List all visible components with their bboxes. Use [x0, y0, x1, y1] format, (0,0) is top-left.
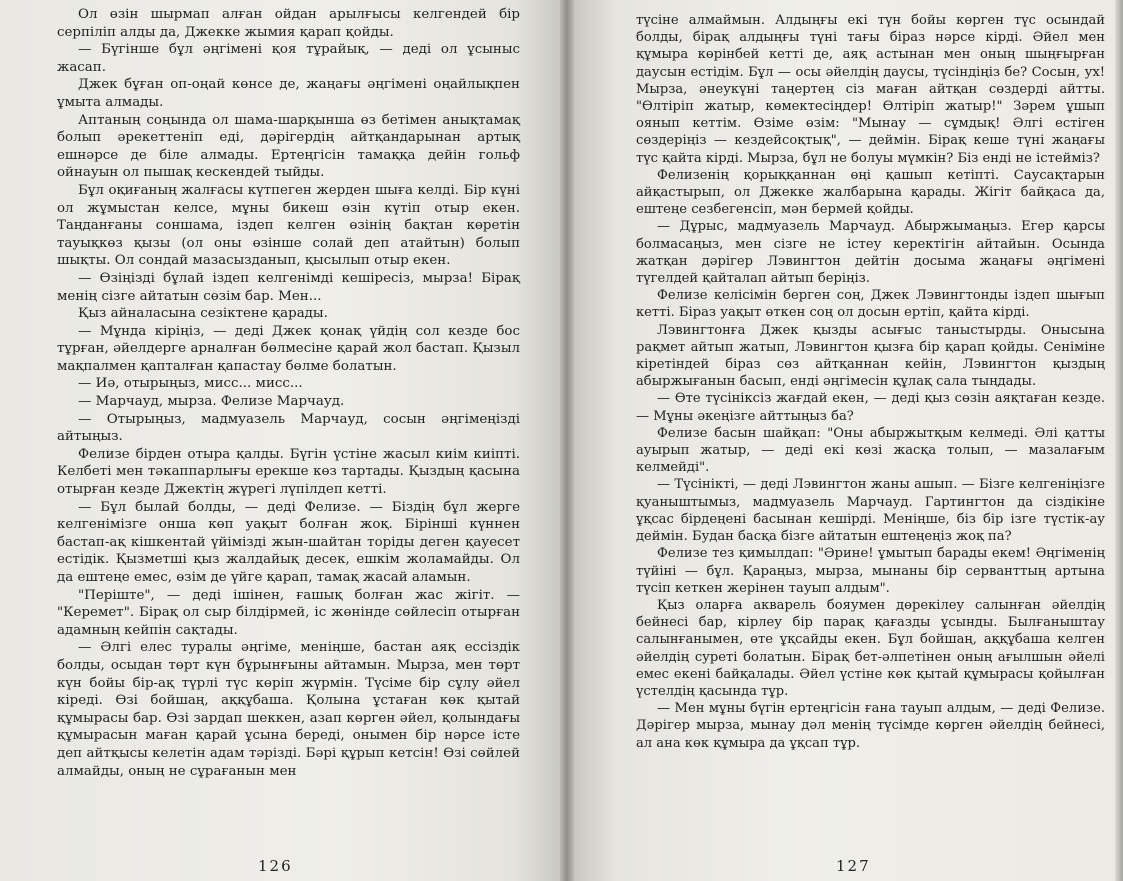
right-page-text — [636, 12, 1105, 752]
paragraph: — Бүгінше бұл әңгімені қоя тұрайық, — деді ол ұсыныс жасап. — [57, 42, 520, 75]
page-number-right: 127 — [836, 857, 871, 875]
paragraph: Бұл оқиғаның жалғасы күтпеген жерден шыға келді. Бір күні ол жұмыстан келсе, мұны бикеш өзін күтіп отыр екен. Таңданғаны соншама, іздеп келген өзінің бақтан көретін тауықкөз қызы (ол оны өзінше солай деп атайтын) болып шықты. Ол сондай мазасызданып, қысылып отыр екен. — [57, 182, 520, 269]
paragraph: — Отырыңыз, мадмуазель Марчауд, сосын әңгімеңізді айтыңыз. — [57, 411, 520, 445]
paragraph: — Әлгі елес туралы әңгіме, меніңше, бастан аяқ ессіздік болды, осыдан төрт күн бұрынғыны айтамын. Мырза, мен төрт күн бойы бір-ақ түрлі түс көріп жүрмін. Түсіме бір сұлу әйел кіреді. Өзі бойшаң, аққұбаша. Қолына ұстаған көк қытай құмырасы бар. Өзі зардап шеккен, азап көрген әйел, қолындағы құмырасын маған қарай ұсына береді, онымен бір нәрсе істе деп айтқысы келетін адам тәрізді. Бәрі құрып кетсін! Өзі сөйлей алмайды, оның не сұрағанын мен — [57, 640, 520, 779]
paragraph: түсіне алмаймын. Алдыңғы екі түн бойы көрген түс осындай болды, бірақ алдыңғы түні тағы біраз нәрсе кірді. Әйел мен құмыра көрінбей кетті де, аяқ астынан мен оның шыңғырған даусын естідім. Бұл — осы әйелдің даусы, түсіндіңіз бе? Сосын, ух! Мырза, әнеукүні таңертең сіз маған айтқан сөздерді айтты. "Өлтіріп жатыр, көмектесіңдер! Өлтіріп жатыр!" Зәрем ұшып оянып кеттім. Өзіме өзім: "Мынау — сұмдық! Әлгі естіген сөздеріңіз — кездейсоқтық", — деймін. Бірақ кеше түні жаңағы түс қайта кірді. Мырза, бұл не болуы мүмкін? Біз енді не істейміз? — [636, 13, 1105, 166]
paragraph: — Бұл былай болды, — деді Фелизе. — Біздің бұл жерге келгенімізге онша көп уақыт болған жоқ. Бірінші күннен бастап-ақ кішкентай үйімізді жын-шайтан торіды деген қауесет естідік. Қызметші қыз жалдайық десек, ешкім жоламайды. Ол да ештеңе емес, өзім де үйге қарап, тамақ жасай аламын. — [57, 499, 520, 585]
paragraph: Фелизе бірден отыра қалды. Бүгін үстіне жасыл киім киіпті. Келбеті мен тәкаппарлығы ерекше көз тартады. Қыздың қасына отырған кезде Джектің жүрегі лүпілдеп кетті. — [57, 446, 520, 498]
paragraph: Ол өзін шырмап алған ойдан арылғысы келгендей бір серпіліп алды да, Джекке жымия қарап қойды. — [57, 7, 520, 40]
paragraph: — Дұрыс, мадмуазель Марчауд. Абыржымаңыз. Егер қарсы болмасаңыз, мен сізге не істеу керектігін айтайын. Осында жатқан дәрігер Лэвингтон дейтін досыма жаңағы әңгімені түгелдей қайталап айтып беріңіз. — [636, 219, 1105, 287]
paragraph: Джек бұған оп-оңай көнсе де, жаңағы әңгімені оңайлықпен ұмыта алмады. — [57, 77, 520, 110]
left-page-text — [57, 6, 520, 780]
paragraph: Аптаның соңында ол шама-шарқынша өз бетімен анықтамақ болып әрекеттеніп еді, дәрігердің айтқандарынан артық ешнәрсе де біле алмады. Ертеңгісін тамаққа дейін гольф ойнауын ол пышақ кескендей тыйды. — [57, 112, 520, 181]
paragraph: — Өзіңізді бұлай іздеп келгенімді кешіресіз, мырза! Бірақ менің сізге айтатын сөзім бар. Мен... — [57, 270, 520, 304]
paragraph: Фелизе тез қимылдап: "Әрине! ұмытып барады екем! Әңгіменің түйіні — бұл. Қараңыз, мырза, мынаны бір серванттың артына түсіп кеткен жерінен тауып алдым". — [636, 546, 1105, 596]
paragraph: Қыз оларға акварель бояумен дөрекілеу салынған әйелдің бейнесі бар, кірлеу бір парақ қағазды ұсынды. Былғаныштау салынғанымен, өте ұқсайды екен. Бұл бойшаң, аққұбаша келген әйелдің суреті болатын. Бірақ бет-әлпетінен оның ағылшын әйелі емес екені байқалады. Әйел үстіне көк қытай құмырасы қойылған үстелдің қасында тұр. — [636, 597, 1105, 699]
left-page — [0, 0, 560, 881]
paragraph: "Періште", — деді ішінен, ғашық болған жас жігіт. — "Керемет". Бірақ ол сыр білдірмей, іс жөнінде сөйлесіп отырған адамның кейпін сақтады. — [57, 587, 520, 638]
paragraph: Фелизе басын шайқап: "Оны абыржытқым келмеді. Әлі қатты ауырып жатыр, — деді екі көзі жасқа толып, — мазалағым келмейді". — [636, 425, 1105, 476]
paragraph: Фелизе келісімін берген соң, Джек Лэвингтонды іздеп шығып кетті. Біраз уақыт өткен соң ол досын ертіп, қайта кірді. — [636, 288, 1105, 321]
paragraph: Лэвингтонға Джек қызды асығыс таныстырды. Онысына рақмет айтып жатып, Лэвингтон қызға бір қарап қойды. Сеніміне кіретіндей біраз сөз айтқаннан кейін, Лэвингтон қыздың абыржығанын басып, енді әңгімесін құлақ сала тыңдады. — [636, 322, 1105, 390]
right-page — [574, 0, 1123, 881]
paragraph: — Мұнда кіріңіз, — деді Джек қонақ үйдің сол кезде бос тұрған, әйелдерге арналған бөлмесіне қарай жол бастап. Қызыл мақпалмен қапталған қапастау бөлме болатын. — [57, 323, 520, 374]
paragraph: — Өте түсініксіз жағдай екен, — деді қыз сөзін аяқтаған кезде. — Мұны әкеңізге айттыңыз ба? — [636, 391, 1105, 424]
paragraph: Фелизенің қорыққаннан өңі қашып кетіпті. Саусақтарын айқастырып, ол Джекке жалбарына қарады. Жігіт байқаса да, ештеңе сезбегенсіп, мән бермей қойды. — [636, 167, 1105, 218]
paragraph: — Мен мұны бүгін ертеңгісін ғана тауып алдым, — деді Фелизе. Дәрігер мырза, мынау дәл менің түсімде көрген әйелдің бейнесі, ал ана көк құмыра да ұқсап тұр. — [636, 701, 1105, 751]
book-gutter — [560, 0, 574, 881]
paragraph: — Иә, отырыңыз, мисс... мисс... — [78, 376, 303, 392]
page-edge-shadow — [1115, 0, 1123, 881]
paragraph: — Марчауд, мырза. Фелизе Марчауд. — [78, 394, 345, 410]
paragraph: — Түсінікті, — деді Лэвингтон жаны ашып. — Бізге келгеніңізге қуаныштымыз, мадмуазель Марчауд. Гартингтон да сіздікіне ұқсас бірдеңені басынан кешірді. Меніңше, біз бір ізге түстік-ау деймін. Будан басқа бізге айтатын ештеңеңіз жоқ па? — [636, 477, 1105, 545]
page-number-left: 126 — [258, 857, 293, 875]
paragraph: Қыз айналасына сезіктене қарады. — [78, 306, 328, 322]
